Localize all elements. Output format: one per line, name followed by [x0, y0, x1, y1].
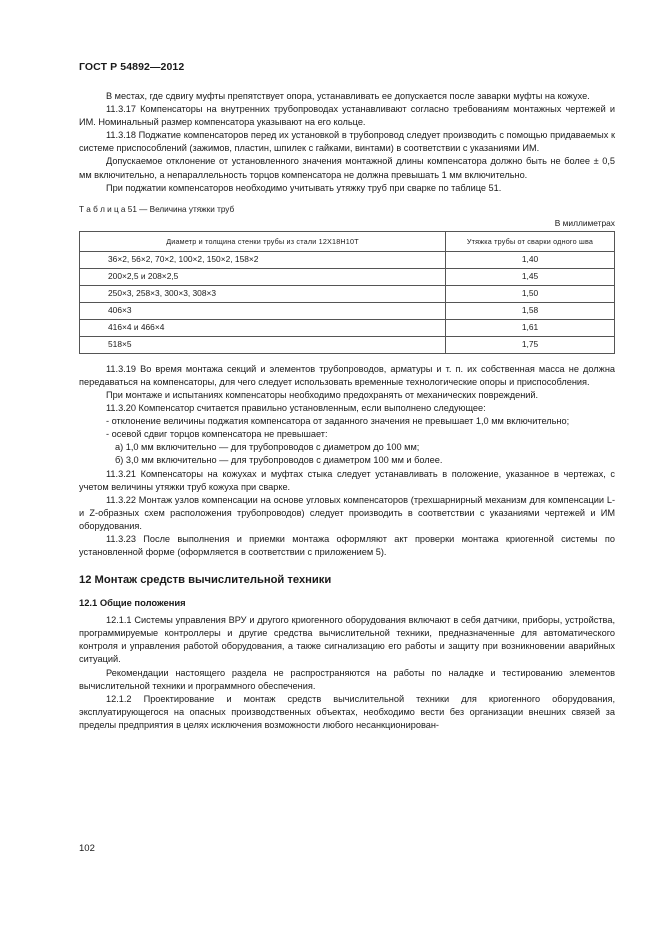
table-header-row: [80, 231, 615, 251]
table-cell-size: 416×4 и 466×4: [80, 319, 446, 336]
list-subitem: б) 3,0 мм включительно — для трубопроводов с диаметром 100 мм и более.: [115, 455, 443, 466]
paragraph: 11.3.20 Компенсатор считается правильно установленным, если выполнено следующее:: [106, 403, 486, 414]
paragraph: Рекомендации настоящего раздела не распространяются на работы по наладке и тестированию элементов вычислительной техники и программного обеспечения.: [79, 667, 615, 691]
paragraph: 11.3.21 Компенсаторы на кожухах и муфтах стыка следует устанавливать в положение, указанное в чертежах, с учетом величины утяжки труб кожуха при сварке.: [79, 468, 615, 492]
list-item: - отклонение величины поджатия компенсатора от заданного значения не превышает 1,0 мм включительно;: [106, 416, 570, 427]
list-item: - осевой сдвиг торцов компенсатора не превышает:: [106, 429, 328, 440]
table-cell-value: 1,61: [446, 319, 615, 336]
page-number: 102: [79, 843, 95, 854]
table-cell-value: 1,58: [446, 302, 615, 319]
table-row: [80, 336, 615, 353]
paragraph: 11.3.22 Монтаж узлов компенсации на основе угловых компенсаторов (трехшарнирный механизм для компенсации L- и Z-образных схем расположения трубопроводов) следует производить в соответствии с указаниями чертежей и ИМ оборудования.: [79, 494, 615, 531]
paragraph: 12.1.1 Системы управления ВРУ и другого криогенного оборудования включают в себя датчики, приборы, устройства, программируемые контроллеры и другие средства вычислительной техники, предназначенные для автоматического контроля и управления работой оборудования, а также сигнализацию его работы и защиту при возникновении аварийных ситуаций.: [79, 615, 615, 665]
table-cell-value: 1,50: [446, 285, 615, 302]
table-cell-size: 200×2,5 и 208×2,5: [80, 268, 446, 285]
paragraph: 11.3.19 Во время монтажа секций и элементов трубопроводов, арматуры и т. п. их собственная масса не должна передаваться на компенсаторы, для чего следует использовать временные технологические опоры и приспособления.: [79, 363, 615, 387]
table-row: [80, 302, 615, 319]
table-cell-size: 518×5: [80, 336, 446, 353]
list-subitem: а) 1,0 мм включительно — для трубопроводов с диаметром до 100 мм;: [115, 442, 420, 453]
table-row: [80, 268, 615, 285]
table-cell-size: 36×2, 56×2, 70×2, 100×2, 150×2, 158×2: [80, 251, 446, 268]
table-cell-value: 1,45: [446, 268, 615, 285]
column-header: Утяжка трубы от сварки одного шва: [446, 231, 615, 251]
paragraph: 11.3.18 Поджатие компенсаторов перед их установкой в трубопровод следует производить с помощью придаваемых к системе приспособлений (зажимов, пластин, шпилек с гайками, винтами) в соответствии с указаниями ИМ.: [79, 130, 615, 154]
shrinkage-table: [79, 231, 615, 354]
paragraph: 11.3.17 Компенсаторы на внутренних трубопроводах устанавливают согласно требованиям монтажных чертежей и ИМ. Номинальный размер компенсатора указывают на его кольце.: [79, 104, 615, 128]
document-body: [79, 90, 615, 732]
table-cell-size: 250×3, 258×3, 300×3, 308×3: [80, 285, 446, 302]
section-title: 12 Монтаж средств вычислительной техники: [79, 574, 332, 587]
table-cell-size: 406×3: [80, 302, 446, 319]
table-row: [80, 285, 615, 302]
table-row: [80, 319, 615, 336]
table-caption: Т а б л и ц а 51 — Величина утяжки труб: [79, 204, 235, 214]
standard-header: ГОСТ Р 54892—2012: [79, 61, 185, 73]
paragraph: Допускаемое отклонение от установленного значения монтажной длины компенсатора должно быть не более ± 0,5 мм включительно, а непараллельность торцов компенсатора не должна превышать 1 мм включительно.: [79, 156, 615, 180]
paragraph: В местах, где сдвигу муфты препятствует опора, устанавливать ее допускается после заварки муфты на кожухе.: [106, 91, 590, 101]
table-unit: В миллиметрах: [554, 217, 615, 228]
column-header: Диаметр и толщина стенки трубы из стали 12Х18Н10Т: [80, 231, 446, 251]
paragraph: При монтаже и испытаниях компенсаторы необходимо предохранять от механических повреждений.: [106, 389, 539, 400]
table-row: [80, 251, 615, 268]
paragraph: При поджатии компенсаторов необходимо учитывать утяжку труб при сварке по таблице 51.: [106, 182, 502, 193]
paragraph: 12.1.2 Проектирование и монтаж средств вычислительной техники для криогенного оборудования, эксплуатирующегося на опасных производственных объектах, необходимо вести без организации внешних связей за пределы предприятия в целях исключения возможности любого несанкционирован-: [79, 693, 615, 730]
paragraph: 11.3.23 После выполнения и приемки монтажа оформляют акт проверки монтажа криогенной системы по установленной форме (оформляется в соответствии с приложением 5).: [79, 533, 615, 558]
table-cell-value: 1,75: [446, 336, 615, 353]
table-cell-value: 1,40: [446, 251, 615, 268]
subsection-title: 12.1 Общие положения: [79, 597, 186, 609]
